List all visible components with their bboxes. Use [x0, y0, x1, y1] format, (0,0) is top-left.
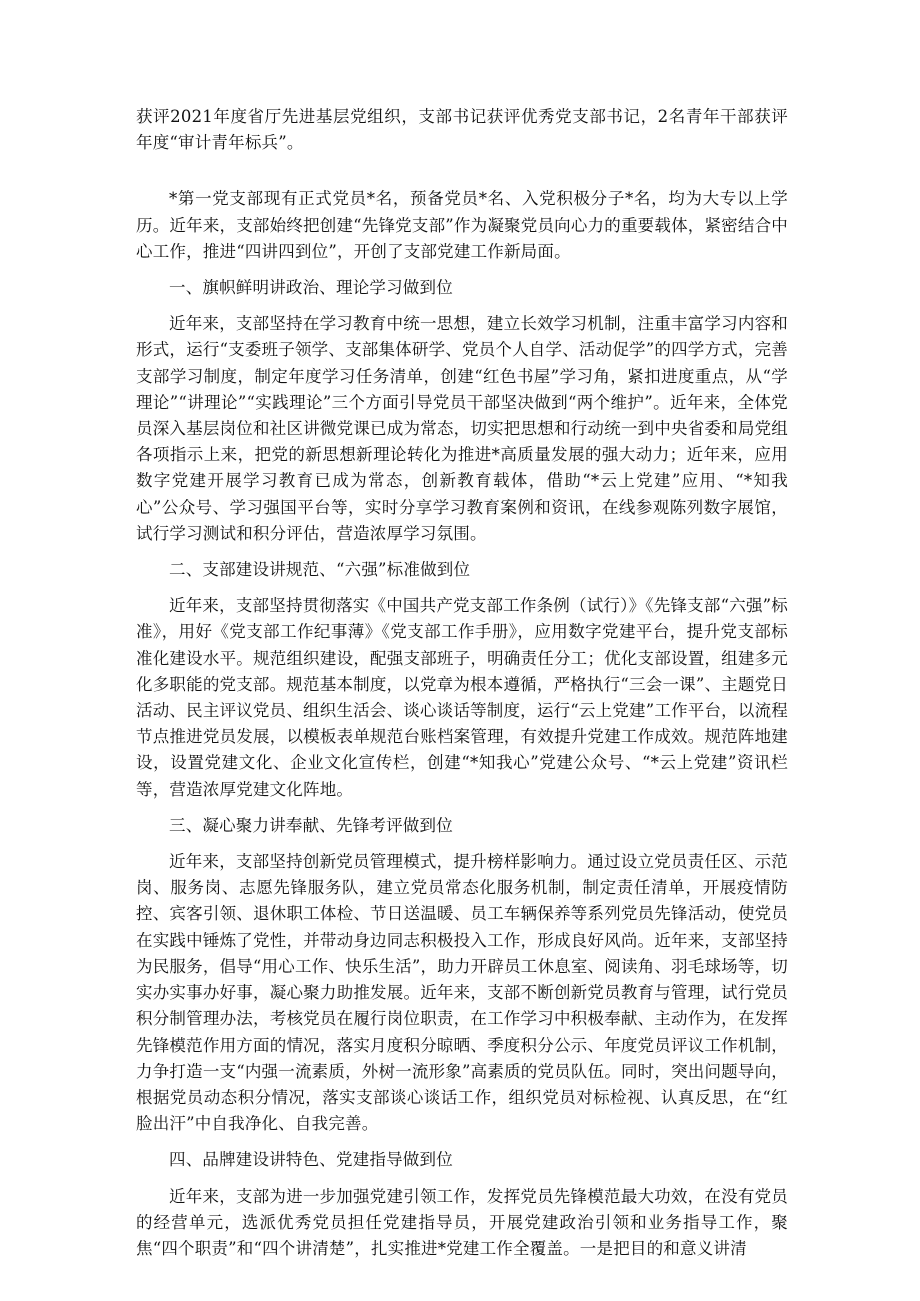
section-4-heading: 四、品牌建设讲特色、党建指导做到位	[169, 1150, 453, 1170]
overview-paragraph: *第一党支部现有正式党员*名，预备党员*名、入党积极分子*名，均为大专以上学历。近年来，支部始终把创建“先锋党支部”作为凝聚党员向心力的重要载体，紧密结合中心工作，推进“四讲四到位”，开创了支部党建工作新局面。	[136, 189, 788, 261]
intro-paragraph: 获评2021年度省厅先进基层党组织，支部书记获评优秀党支部书记，2名青年干部获评年度“审计青年标兵”。	[136, 107, 788, 153]
section-1-heading: 一、旗帜鲜明讲政治、理论学习做到位	[169, 278, 453, 298]
section-3-body: 近年来，支部坚持创新党员管理模式，提升榜样影响力。通过设立党员责任区、示范岗、服务岗、志愿先锋服务队，建立党员常态化服务机制，制定责任清单，开展疫情防控、宾客引领、退休职工体检、节日送温暖、员工车辆保养等系列党员先锋活动，使党员在实践中锤炼了党性，并带动身边同志积极投入工作，形成良好风尚。近年来，支部坚持为民服务，倡导“用心工作、快乐生活”，助力开辟员工休息室、阅读角、羽毛球场等，切实办实事办好事，凝心聚力助推发展。近年来，支部不断创新党员教育与管理，试行党员积分制管理办法，考核党员在履行岗位职责，在工作学习中积极奉献、主动作为，在发挥先锋模范作用方面的情况，落实月度积分晾晒、季度积分公示、年度党员评议工作机制，力争打造一支“内强一流素质，外树一流形象”高素质的党员队伍。同时，突出问题导向，根据党员动态积分情况，落实支部谈心谈话工作，组织党员对标检视、认真反思，在“红脸出汗”中自我净化、自我完善。	[136, 852, 788, 1134]
section-4-body: 近年来，支部为进一步加强党建引领工作，发挥党员先锋模范最大功效，在没有党员的经营单元，选派优秀党员担任党建指导员，开展党建政治引领和业务指导工作，聚焦“四个职责”和“四个讲清楚”，扎实推进*党建工作全覆盖。一是把目的和意义讲清	[136, 1186, 788, 1258]
section-1-body: 近年来，支部坚持在学习教育中统一思想，建立长效学习机制，注重丰富学习内容和形式，运行“支委班子领学、支部集体研学、党员个人自学、活动促学”的四学方式，完善支部学习制度，制定年度学习任务清单，创建“红色书屋”学习角，紧扣进度重点，从“学理论”“讲理论”“实践理论”三个方面引导党员干部坚决做到“两个维护”。近年来，全体党员深入基层岗位和社区讲微党课已成为常态，切实把思想和行动统一到中央省委和局党组各项指示上来，把党的新思想新理论转化为推进*高质量发展的强大动力；近年来，应用数字党建开展学习教育已成为常态，创新教育载体，借助“*云上党建”应用、“*知我心”公众号、学习强国平台等，实时分享学习教育案例和资讯，在线参观陈列数字展馆，试行学习测试和积分评估，营造浓厚学习氛围。	[136, 314, 788, 543]
section-3-heading: 三、凝心聚力讲奉献、先锋考评做到位	[169, 815, 453, 835]
section-2-body: 近年来，支部坚持贯彻落实《中国共产党支部工作条例（试行）》《先锋支部“六强”标准》，用好《党支部工作纪事薄》《党支部工作手册》，应用数字党建平台，提升党支部标准化建设水平。规范组织建设，配强支部班子，明确责任分工；优化支部设置，组建多元化多职能的党支部。规范基本制度，以党章为根本遵循，严格执行“三会一课”、主题党日活动、民主评议党员、组织生活会、谈心谈话等制度，运行“云上党建”工作平台，以流程节点推进党员发展，以模板表单规范台账档案管理，有效提升党建工作成效。规范阵地建设，设置党建文化、企业文化宣传栏，创建“*知我心”党建公众号、“*云上党建”资讯栏等，营造浓厚党建文化阵地。	[136, 596, 788, 799]
document-page	[136, 104, 788, 1262]
section-2-heading: 二、支部建设讲规范、“六强”标准做到位	[169, 560, 471, 580]
